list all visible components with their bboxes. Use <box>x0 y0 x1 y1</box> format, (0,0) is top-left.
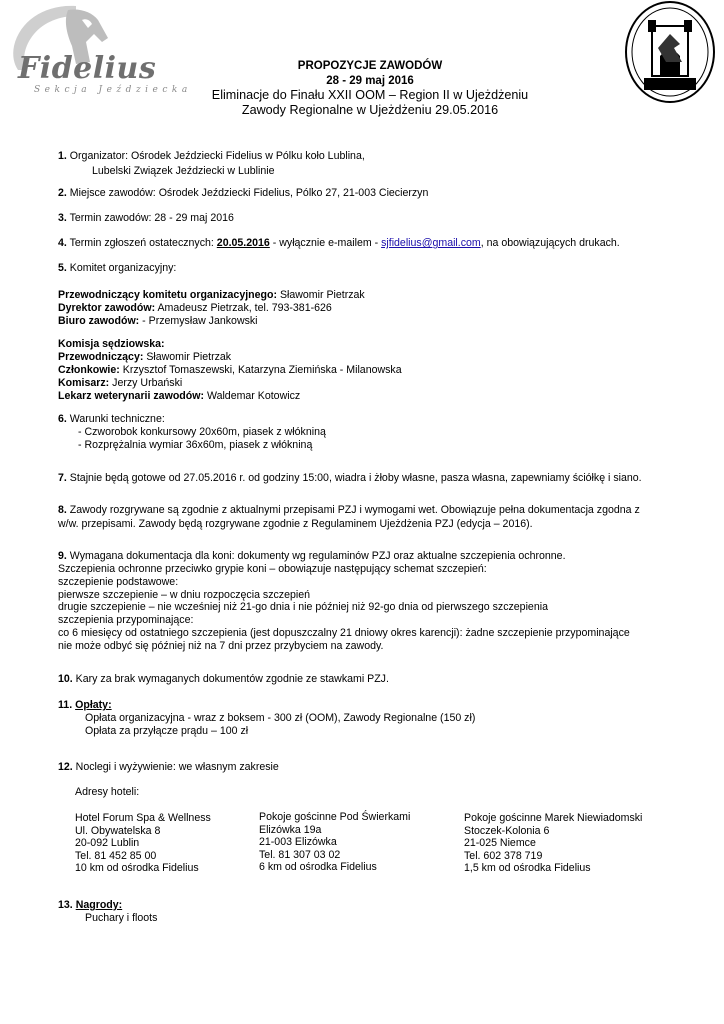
vaccination-line: szczepienia przypominające: <box>58 614 194 626</box>
penalties-text: Kary za brak wymaganych dokumentów zgodnie ze stawkami PZJ. <box>72 673 389 685</box>
section-number: 6. <box>58 413 67 425</box>
subtitle-regional: Zawody Regionalne w Ujeżdżeniu 29.05.2016 <box>241 103 499 117</box>
section-number: 1. <box>58 150 67 162</box>
section-accommodation <box>58 761 279 774</box>
committee-row <box>58 289 365 302</box>
section-venue <box>58 187 428 200</box>
section-rules <box>58 504 640 517</box>
documents-line1: Wymagana dokumentacja dla koni: dokumenty wg regulaminów PZJ oraz aktualne szczepienia ochronne. <box>66 550 566 562</box>
hotel-phone: Tel. 81 307 03 02 <box>259 848 341 861</box>
section-entries <box>58 237 620 250</box>
subtitle-elimination: Eliminacje do Finału XXII OOM – Region II w Ujeżdżeniu <box>211 88 529 102</box>
section-number: 7. <box>58 472 67 484</box>
entries-deadline: 20.05.2016 <box>216 237 270 249</box>
technical-title: Warunki techniczne: <box>66 413 165 425</box>
section-number: 11. <box>58 699 73 711</box>
logo-subtext: Sekcja Jeździecka <box>34 85 192 95</box>
email-link[interactable]: sjfidelius@gmail.com <box>381 237 481 249</box>
judge-row <box>58 351 231 364</box>
committee-value: Sławomir Pietrzak <box>277 289 365 301</box>
judges-title <box>58 338 165 351</box>
judge-label: Przewodniczący: <box>58 351 144 363</box>
section-penalties <box>58 673 389 686</box>
entries-mid: - wyłącznie e-mailem - <box>269 237 382 249</box>
fee-item: Opłata organizacyjna - wraz z boksem - 300 zł (OOM), Zawody Regionalne (150 zł) <box>85 712 476 724</box>
committee-value: - Przemysław Jankowski <box>139 315 258 327</box>
section-number: 9. <box>58 550 67 562</box>
hotel-city: 21-025 Niemce <box>464 837 536 850</box>
technical-item: - Rozprężalnia wymiar 36x60m, piasek z włókniną <box>78 439 313 451</box>
entries-pre: Termin zgłoszeń ostatecznych: <box>66 237 217 249</box>
judge-value: Sławomir Pietrzak <box>143 351 232 363</box>
section-organizer <box>58 150 365 163</box>
section-dates <box>58 212 234 225</box>
judges-title-text: Komisja sędziowska: <box>58 338 165 350</box>
logo-text: Fidelius <box>18 51 157 86</box>
vaccination-line: drugie szczepienie – nie wcześniej niż 21-go dnia i nie później niż 92-go dnia od pierwszego szczepienia <box>58 601 548 613</box>
vaccination-line: co 6 miesięcy od ostatniego szczepienia (jest dopuszczalny 21 dniowy okres karencji): żadne szczepienie przypominające <box>58 627 630 639</box>
judge-row <box>58 390 300 403</box>
prizes-text: Puchary i floots <box>85 912 158 924</box>
vaccination-line: pierwsze szczepienie – w dniu rozpoczęcia szczepień <box>58 589 311 601</box>
rules-line2: w/w. przepisami. Zawody będą rozgrywane zgodnie z Regulaminem Ujeżdżenia PZJ (edycja – 2016). <box>58 518 533 530</box>
hotel-street: Stoczek-Kolonia 6 <box>464 824 550 837</box>
section-number: 10. <box>58 673 73 685</box>
committee-label: Dyrektor zawodów: <box>58 302 156 314</box>
committee-title: Komitet organizacyjny: <box>66 262 177 274</box>
hotel-street: Ul. Obywatelska 8 <box>75 824 161 837</box>
association-emblem <box>622 0 718 104</box>
section-documents <box>58 550 566 563</box>
committee-row <box>58 302 332 315</box>
organizer-line1: Organizator: Ośrodek Jeździecki Fidelius w Pólku koło Lublina, <box>66 150 365 162</box>
vaccination-line: szczepienie podstawowe: <box>58 576 179 588</box>
hotel-distance: 6 km od ośrodka Fidelius <box>259 861 377 874</box>
section-committee <box>58 262 176 275</box>
rules-line1: Zawody rozgrywane są zgodnie z aktualnymi przepisami PZJ i wymogami wet. Obowiązuje pełna dokumentacja zgodna z <box>66 504 640 516</box>
addresses-label: Adresy hoteli: <box>75 786 140 798</box>
vaccination-line: nie może odbyć się później niż na 7 dni przez przybyciem na zawody. <box>58 640 384 652</box>
hotel-name: Pokoje gościnne Pod Świerkami <box>259 811 411 823</box>
committee-label: Przewodniczący komitetu organizacyjnego: <box>58 289 277 301</box>
committee-row <box>58 315 258 328</box>
section-fees <box>58 699 112 712</box>
judge-value: Waldemar Kotowicz <box>204 390 301 402</box>
section-prizes <box>58 899 122 912</box>
section-number: 5. <box>58 262 67 274</box>
fee-item: Opłata za przyłącze prądu – 100 zł <box>85 725 249 737</box>
hotel-city: 20-092 Lublin <box>75 837 140 850</box>
event-dates: 28 - 29 maj 2016 <box>326 75 414 87</box>
section-number: 2. <box>58 187 67 199</box>
judge-row <box>58 364 402 377</box>
committee-value: Amadeusz Pietrzak, tel. 793-381-626 <box>155 302 332 314</box>
fidelius-logo <box>6 2 196 94</box>
venue-text: Miejsce zawodów: Ośrodek Jeździecki Fidelius, Pólko 27, 21-003 Ciecierzyn <box>66 187 429 199</box>
judge-label: Lekarz weterynarii zawodów: <box>58 390 205 402</box>
stables-text: Stajnie będą gotowe od 27.05.2016 r. od godziny 15:00, wiadra i żłoby własne, pasza własna, zapewniamy ściółkę i siano. <box>66 472 642 484</box>
judge-label: Komisarz: <box>58 377 110 389</box>
accommodation-text: Noclegi i wyżywienie: we własnym zakresie <box>72 761 279 773</box>
judge-row <box>58 377 182 390</box>
section-number: 12. <box>58 761 73 773</box>
hotel-phone: Tel. 81 452 85 00 <box>75 849 157 862</box>
title-block <box>190 59 550 118</box>
technical-item: - Czworobok konkursowy 20x60m, piasek z włókniną <box>78 426 326 438</box>
hotel-street: Elizówka 19a <box>259 823 322 836</box>
hotel-card <box>259 811 410 874</box>
committee-label: Biuro zawodów: <box>58 315 140 327</box>
castle-emblem-icon <box>622 0 718 104</box>
hotel-distance: 1,5 km od ośrodka Fidelius <box>464 862 591 875</box>
dates-text: Termin zawodów: 28 - 29 maj 2016 <box>66 212 234 224</box>
organizer-line2: Lubelski Związek Jeździecki w Lublinie <box>92 165 275 177</box>
section-stables <box>58 472 642 485</box>
hotel-card <box>75 812 211 875</box>
hotel-distance: 10 km od ośrodka Fidelius <box>75 862 199 875</box>
hotel-name: Hotel Forum Spa & Wellness <box>75 812 211 824</box>
section-number: 3. <box>58 212 67 224</box>
section-number: 4. <box>58 237 67 249</box>
hotel-name: Pokoje gościnne Marek Niewiadomski <box>464 812 643 824</box>
judge-label: Członkowie: <box>58 364 120 376</box>
hotel-phone: Tel. 602 378 719 <box>464 849 543 862</box>
entries-post: , na obowiązujących drukach. <box>480 237 620 249</box>
fees-title: Opłaty: <box>75 699 112 711</box>
hotel-card <box>464 812 642 875</box>
prizes-title: Nagrody: <box>75 899 123 911</box>
vaccination-line: Szczepienia ochronne przeciwko grypie koni – obowiązuje następujący schemat szczepień: <box>58 563 487 575</box>
section-number: 13. <box>58 899 73 911</box>
hotel-city: 21-003 Elizówka <box>259 836 337 849</box>
judge-value: Krzysztof Tomaszewski, Katarzyna Ziemińska - Milanowska <box>119 364 402 376</box>
section-technical <box>58 413 165 426</box>
section-number: 8. <box>58 504 67 516</box>
document-title: PROPOZYCJE ZAWODÓW <box>297 60 443 72</box>
judge-value: Jerzy Urbański <box>109 377 183 389</box>
